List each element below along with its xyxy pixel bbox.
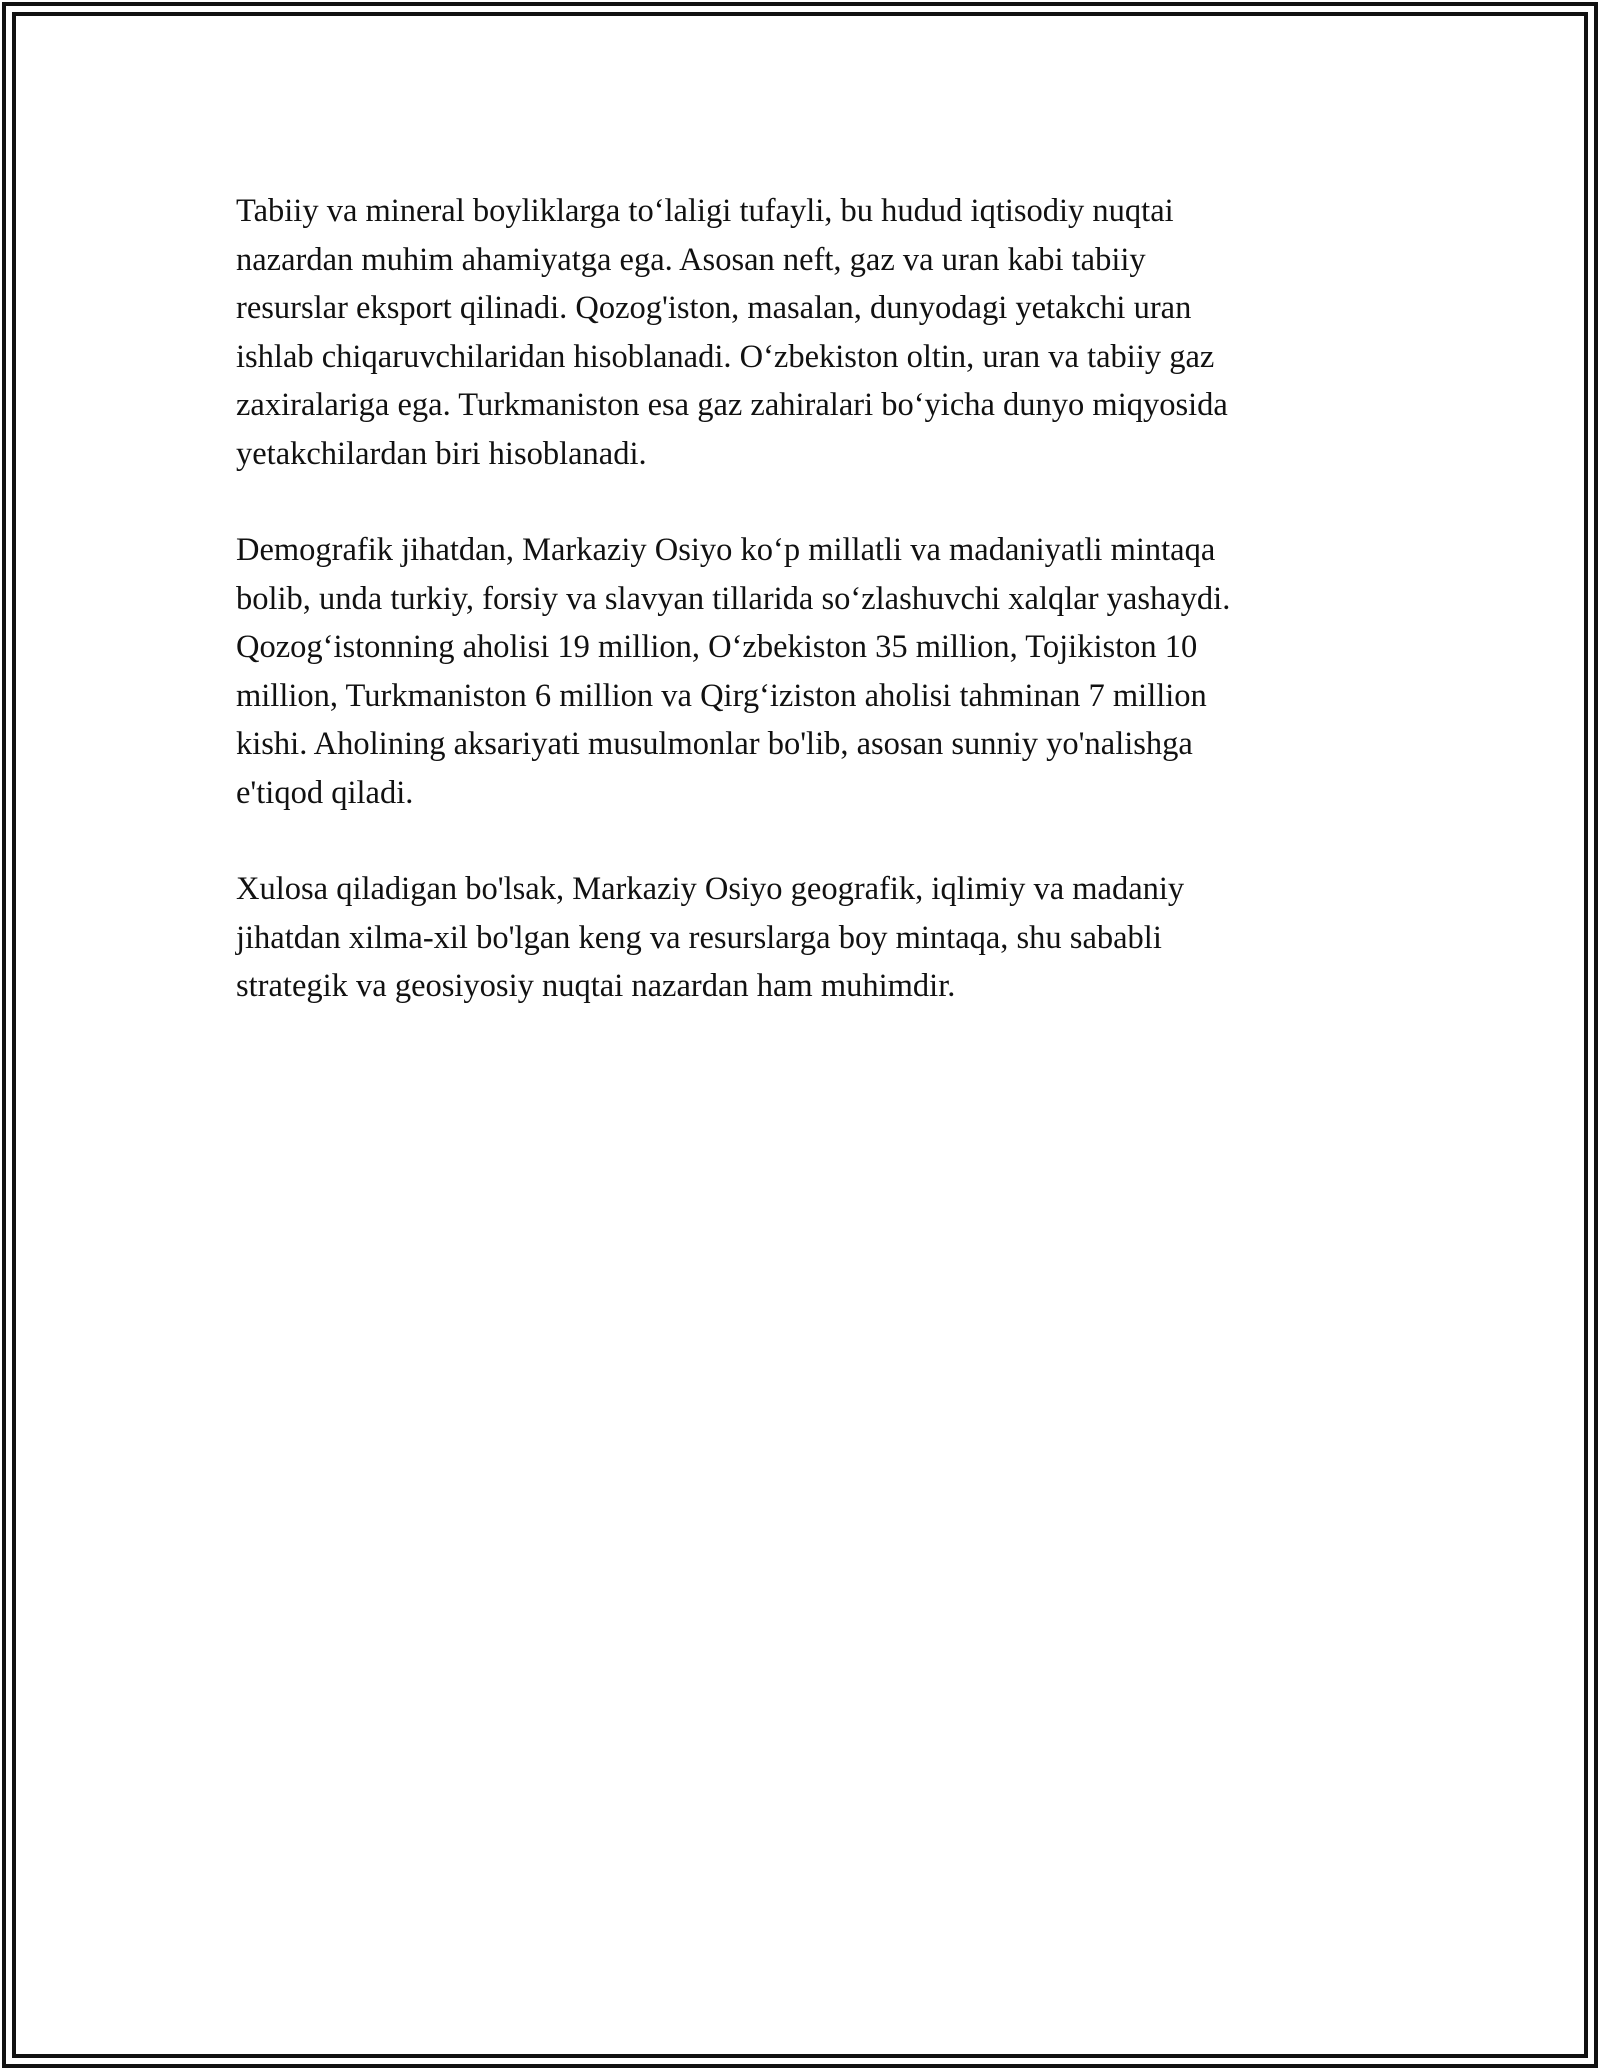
paragraph-conclusion: Xulosa qiladigan bo'lsak, Markaziy Osiyo geografik, iqlimiy va madaniy jihatdan xilma-xil bo'lgan keng va resurslarga boy mintaqa, shu sababli strategik va geosiyosiy nuqtai nazardan ham muhimdir. [236, 871, 1185, 1004]
paragraph-resources: Tabiiy va mineral boyliklarga to‘laligi tufayli, bu hudud iqtisodiy nuqtai nazardan muhim ahamiyatga ega. Asosan neft, gaz va uran kabi tabiiy resurslar eksport qilinadi. Qozog'iston, masalan, dunyodagi yetakchi uran ishlab chiqaruvchilaridan hisoblanadi. O‘zbekiston oltin, uran va tabiiy gaz zaxiralariga ega. Turkmaniston esa gaz zahiralari bo‘yicha dunyo miqyosida yetakchilardan biri hisoblanadi. [236, 193, 1228, 472]
document-body [236, 187, 1366, 1059]
paragraph-demographics: Demografik jihatdan, Markaziy Osiyo ko‘p millatli va madaniyatli mintaqa bolib, unda turkiy, forsiy va slavyan tillarida so‘zlashuvchi xalqlar yashaydi. Qozog‘istonning aholisi 19 million, O‘zbekiston 35 million, Tojikiston 10 million, Turkmaniston 6 million va Qirg‘iziston aholisi tahminan 7 million kishi. Aholining aksariyati musulmonlar bo'lib, asosan sunniy yo'nalishga e'tiqod qiladi. [236, 532, 1231, 811]
